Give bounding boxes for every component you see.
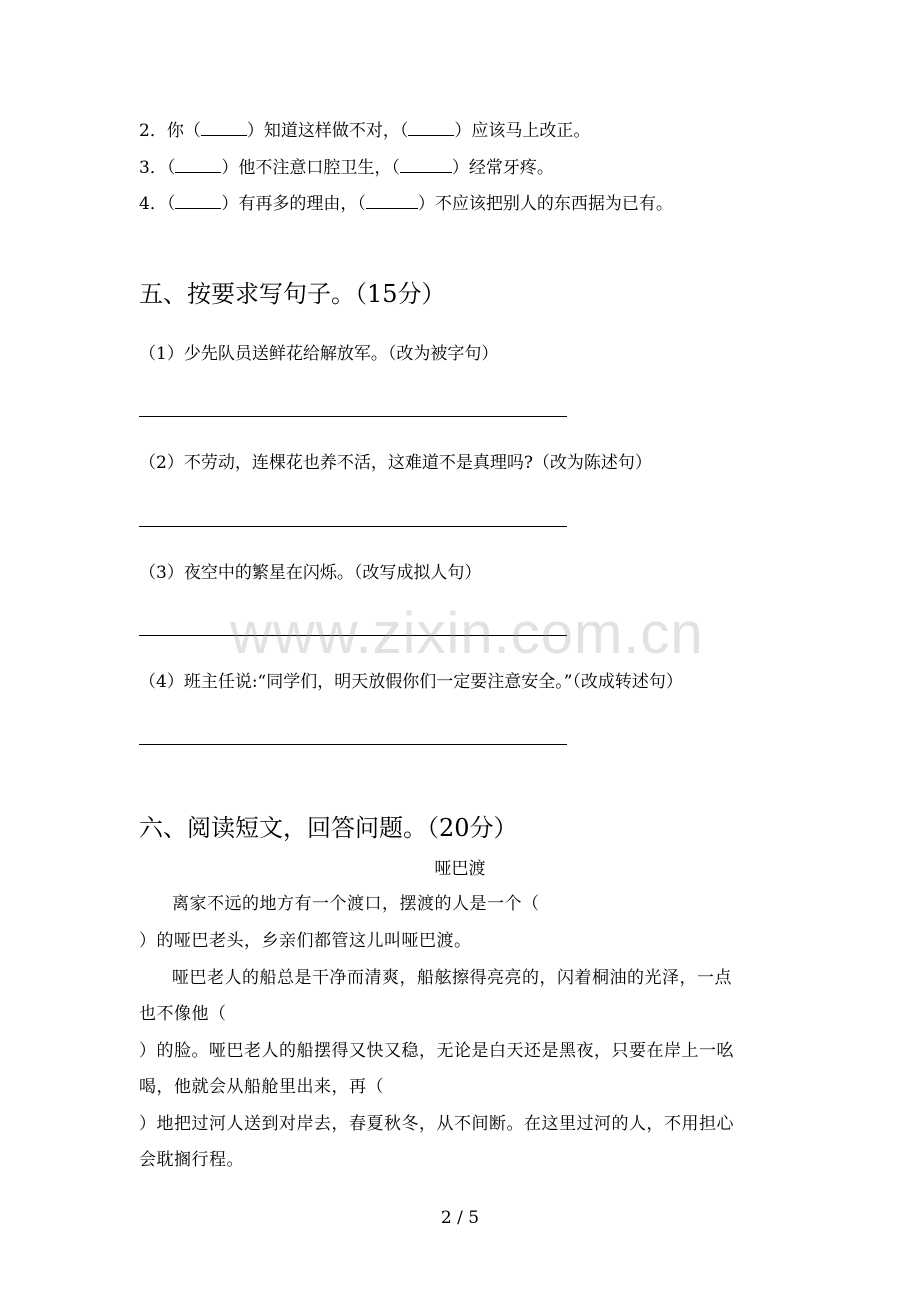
page-number: 2 / 5 [440,1208,480,1228]
fill-item-3 [139,156,554,179]
blank-line [366,192,418,209]
item-text: ）有再多的理由，（ [221,194,366,214]
item-text: （ [166,158,176,178]
item-text: ）他不注意口腔卫生，（ [221,158,400,178]
passage-line: 也不像他（ [139,1004,227,1024]
question-4: （4）班主任说:“同学们，明天放假你们一定要注意安全。”（改成转述句） [139,672,683,692]
blank-line [400,156,452,173]
watermark: www.zixin.com.cn [230,601,704,666]
passage-line: ）的脸。哑巴老人的船摆得又快又稳，无论是白天还是黑夜，只要在岸上一吆 [139,1041,734,1061]
item-number: 4． [139,194,167,214]
question-3: （3）夜空中的繁星在闪烁。（改写成拟人句） [139,563,482,583]
section-5-heading: 五、按要求写句子。（15分） [139,280,446,308]
item-number: 3． [139,158,167,178]
fill-item-2 [139,119,590,142]
passage-title: 哑巴渡 [434,859,486,879]
item-text: 你（ [166,121,201,141]
blank-line [175,192,221,209]
blank-line [201,119,247,136]
fill-item-4 [139,192,673,215]
passage-line: 会耽搁行程。 [139,1150,244,1170]
passage-line: 哑巴老人的船总是干净而清爽，船舷擦得亮亮的，闪着桐油的光泽，一点 [172,968,732,988]
question-1: （1）少先队员送鲜花给解放军。（改为被字句） [139,344,499,364]
item-text: ）应该马上改正。 [454,121,591,141]
passage-line: 离家不远的地方有一个渡口，摆渡的人是一个（ [172,894,540,914]
question-2: （2）不劳动，连棵花也养不活，这难道不是真理吗?（改为陈述句） [139,453,652,473]
item-text: ）不应该把别人的东西据为已有。 [417,194,673,214]
answer-line-2 [139,526,567,527]
blank-line [175,156,221,173]
item-text: （ [166,194,176,214]
item-text: ）经常牙疼。 [451,158,554,178]
answer-line-4 [139,744,567,745]
item-text: ）知道这样做不对，（ [246,121,409,141]
passage-line: ）地把过河人送到对岸去，春夏秋冬，从不间断。在这里过河的人，不用担心 [139,1114,734,1134]
item-number: 2． [139,121,167,141]
blank-line [408,119,454,136]
section-6-heading: 六、阅读短文，回答问题。（20分） [139,814,518,842]
answer-line-1 [139,416,567,417]
passage-line: ）的哑巴老头，乡亲们都管这儿叫哑巴渡。 [139,931,472,951]
passage-line: 喝，他就会从船舱里出来，再（ [139,1077,384,1097]
